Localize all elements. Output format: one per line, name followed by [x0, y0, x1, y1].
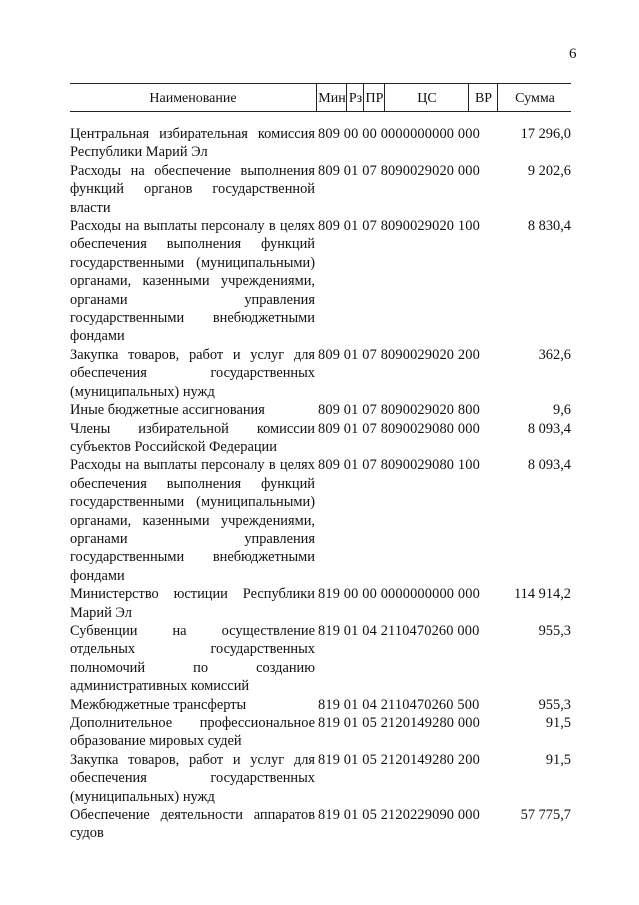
row-sum: 8 093,4 — [527, 457, 571, 474]
row-sum: 91,5 — [545, 751, 571, 768]
row-sum: 9 202,6 — [527, 162, 571, 179]
row-min: 819 — [318, 751, 341, 768]
row-min: 819 — [318, 622, 341, 639]
row-vr: 100 — [457, 218, 480, 235]
row-pr: 00 — [362, 586, 377, 603]
row-vr: 500 — [457, 696, 480, 713]
row-sum: 91,5 — [545, 715, 571, 731]
row-cs: 8090029020 — [380, 346, 455, 363]
row-cs: 2110470260 — [380, 622, 454, 639]
row-sum: 955,3 — [538, 696, 571, 713]
row-codes — [315, 714, 493, 751]
row-vr: 000 — [457, 420, 480, 437]
table-row — [70, 401, 571, 419]
row-name: Иные бюджетные ассигнования — [70, 402, 265, 419]
row-rz: 01 — [343, 218, 359, 235]
header-rz: Рз — [346, 84, 364, 111]
row-name: Центральная избирательная комиссия Республики Марий Эл — [70, 126, 315, 161]
row-rz: 01 — [343, 696, 359, 713]
row-cs: 0000000000 — [380, 586, 455, 603]
row-pr: 07 — [362, 346, 377, 363]
row-cs: 8090029080 — [380, 420, 455, 437]
table-row — [70, 420, 571, 457]
row-name: Закупка товаров, работ и услуг для обеспечения государственных (муниципальных) нужд — [70, 751, 315, 805]
row-codes — [315, 162, 493, 217]
row-vr: 000 — [457, 807, 480, 824]
row-cs: 8090029020 — [380, 402, 455, 419]
header-cs: ЦС — [384, 84, 469, 111]
row-rz: 01 — [343, 420, 359, 437]
row-sum: 57 775,7 — [520, 807, 571, 824]
table-header — [70, 83, 571, 112]
table-row — [70, 125, 571, 162]
row-pr: 05 — [362, 715, 377, 731]
row-min: 819 — [318, 715, 341, 731]
row-cs: 8090029020 — [380, 162, 455, 179]
row-vr: 100 — [457, 457, 480, 474]
row-pr: 07 — [362, 218, 377, 235]
table-row — [70, 751, 571, 806]
row-codes — [315, 217, 493, 346]
row-min: 809 — [318, 218, 341, 235]
header-pr: ПР — [363, 84, 385, 111]
table-row — [70, 696, 571, 714]
row-name: Закупка товаров, работ и услуг для обеспечения государственных (муниципальных) нужд — [70, 346, 315, 400]
row-rz: 01 — [343, 715, 359, 731]
row-codes — [315, 806, 493, 843]
row-sum: 955,3 — [538, 622, 571, 639]
row-min: 809 — [318, 402, 341, 419]
row-pr: 05 — [362, 751, 377, 768]
row-rz: 01 — [343, 807, 359, 824]
row-rz: 00 — [343, 586, 359, 603]
table-row — [70, 585, 571, 622]
row-name: Члены избирательной комиссии субъектов Российской Федерации — [70, 420, 315, 455]
row-codes — [315, 125, 493, 162]
row-codes — [315, 751, 493, 806]
row-pr: 04 — [362, 622, 377, 639]
row-sum: 17 296,0 — [520, 126, 571, 142]
row-vr: 000 — [457, 126, 480, 142]
row-codes — [315, 585, 493, 622]
header-min: Мин — [316, 84, 347, 111]
table-row — [70, 714, 571, 751]
row-rz: 01 — [343, 346, 359, 363]
row-rz: 01 — [343, 751, 359, 768]
row-vr: 800 — [457, 402, 480, 419]
row-pr: 04 — [362, 696, 377, 713]
row-cs: 2120149280 — [380, 751, 455, 768]
row-sum: 8 093,4 — [527, 420, 571, 437]
row-codes — [315, 622, 493, 696]
row-name: Дополнительное профессиональное образование мировых судей — [70, 715, 315, 750]
row-pr: 07 — [362, 420, 377, 437]
header-sum: Сумма — [497, 84, 572, 111]
row-codes — [315, 420, 493, 457]
row-min: 819 — [318, 807, 341, 824]
table-row — [70, 622, 571, 696]
table-row — [70, 162, 571, 217]
row-min: 809 — [318, 162, 341, 179]
row-codes — [315, 456, 493, 585]
table-row — [70, 456, 571, 585]
row-min: 809 — [318, 457, 341, 474]
table-body — [70, 125, 571, 843]
row-cs: 2120149280 — [380, 715, 455, 731]
row-codes — [315, 346, 493, 401]
row-name: Министерство юстиции Республики Марий Эл — [70, 586, 315, 621]
row-sum: 114 914,2 — [513, 586, 571, 603]
row-min: 809 — [318, 126, 341, 142]
table-row — [70, 806, 571, 843]
table-row — [70, 346, 571, 401]
row-pr: 07 — [362, 457, 377, 474]
row-cs: 2120229090 — [380, 807, 455, 824]
row-cs: 8090029020 — [380, 218, 455, 235]
row-name: Расходы на выплаты персоналу в целях обеспечения выполнения функций государственными (муниципальными) органами, казенными учреждениями, органами управления государственными внебюджетными фондами — [70, 218, 315, 345]
row-cs: 0000000000 — [380, 126, 455, 142]
row-vr: 000 — [457, 162, 480, 179]
row-vr: 000 — [457, 622, 480, 639]
row-codes — [315, 401, 493, 419]
header-name: Наименование — [149, 91, 237, 106]
row-vr: 200 — [457, 346, 480, 363]
row-rz: 01 — [343, 457, 359, 474]
row-vr: 200 — [457, 751, 480, 768]
row-sum: 8 830,4 — [527, 218, 571, 235]
row-name: Субвенции на осуществление отдельных государственных полномочий по созданию административных комиссий — [70, 622, 315, 695]
row-cs: 2110470260 — [380, 696, 454, 713]
table-row — [70, 217, 571, 346]
row-rz: 01 — [343, 402, 359, 419]
row-rz: 01 — [343, 162, 359, 179]
row-pr: 05 — [362, 807, 377, 824]
row-pr: 00 — [362, 126, 377, 142]
row-pr: 07 — [362, 402, 377, 419]
row-vr: 000 — [457, 715, 480, 731]
row-pr: 07 — [362, 162, 377, 179]
row-min: 819 — [318, 696, 341, 713]
row-name: Межбюджетные трансферты — [70, 696, 247, 713]
row-min: 819 — [318, 586, 341, 603]
row-name: Расходы на обеспечение выполнения функций органов государственной власти — [70, 162, 315, 216]
row-sum: 9,6 — [553, 402, 571, 419]
row-name: Расходы на выплаты персоналу в целях обеспечения выполнения функций государственными (муниципальными) органами, казенными учреждениями, органами управления государственными внебюджетными фондами — [70, 457, 315, 584]
row-min: 809 — [318, 420, 341, 437]
header-vr: ВР — [468, 84, 498, 111]
page-number: 6 — [569, 46, 577, 62]
row-min: 809 — [318, 346, 341, 363]
row-rz: 00 — [343, 126, 359, 142]
row-cs: 8090029080 — [380, 457, 455, 474]
row-rz: 01 — [343, 622, 359, 639]
row-name: Обеспечение деятельности аппаратов судов — [70, 807, 315, 842]
row-codes — [315, 696, 493, 714]
row-sum: 362,6 — [538, 346, 571, 363]
row-vr: 000 — [457, 586, 480, 603]
